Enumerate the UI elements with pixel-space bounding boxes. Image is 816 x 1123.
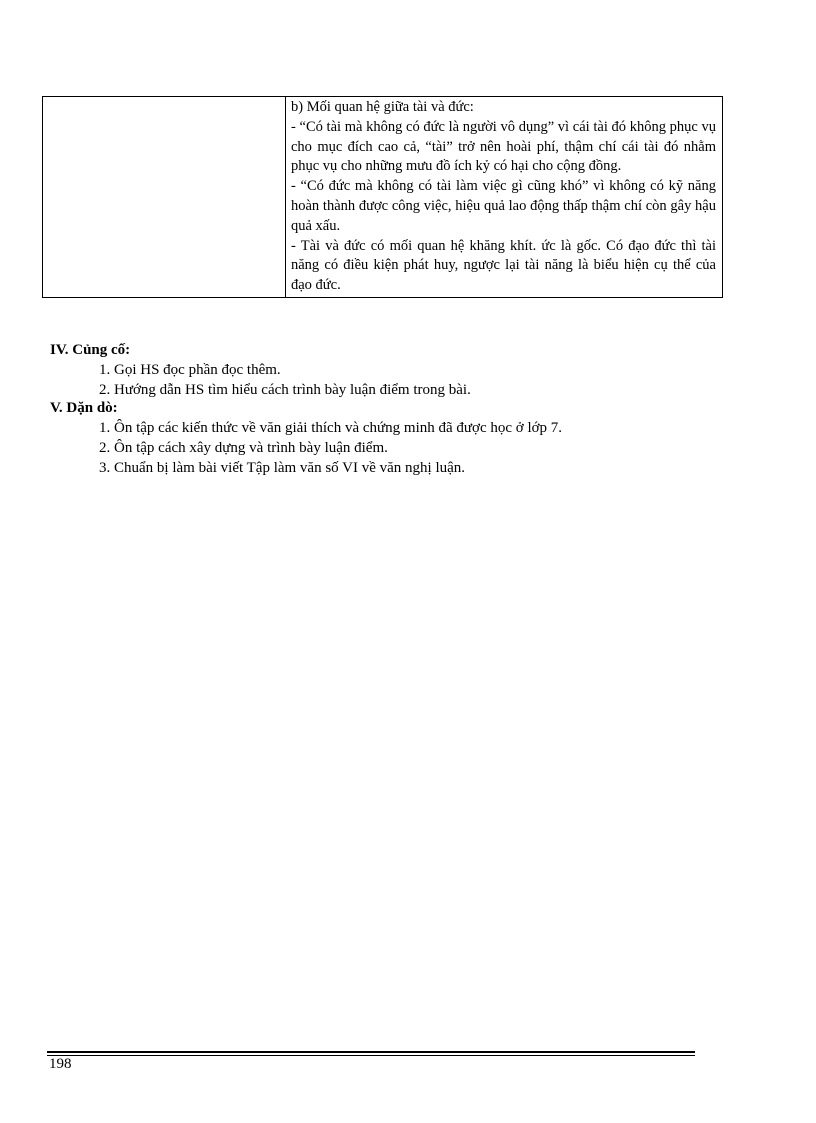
- content-paragraph: - Tài và đức có mối quan hệ khăng khít. ức là gốc. Có đạo đức thì tài năng có điều kiện phát huy, ngược lại tài năng là biểu hiện cụ thể của đạo đức.: [291, 237, 716, 294]
- list-item: 1. Gọi HS đọc phần đọc thêm.: [99, 362, 281, 378]
- section-heading: V. Dặn dò:: [50, 400, 118, 416]
- content-paragraph: - “Có tài mà không có đức là người vô dụng” vì cái tài đó không phục vụ cho mục đích cao cả, “tài” trở nên hoài phí, thậm chí cái tài đó nhằm phục vụ cho những mưu đồ ích kỷ có hại cho cộng đồng.: [291, 118, 716, 175]
- section-list: [50, 360, 471, 400]
- section-cung-co: [50, 340, 471, 400]
- list-item: 2. Ôn tập cách xây dựng và trình bày luận điểm.: [99, 440, 388, 456]
- section-dan-do: [50, 398, 562, 478]
- table-row: [43, 97, 723, 298]
- footer-divider: [47, 1055, 695, 1056]
- content-paragraph: - “Có đức mà không có tài làm việc gì cũng khó” vì không có kỹ năng hoàn thành được công việc, hiệu quả lao động thấp thậm chí còn gây hậu quả xấu.: [291, 178, 716, 234]
- lesson-table: [42, 96, 723, 298]
- section-heading: IV. Củng cố:: [50, 342, 131, 358]
- section-list: [50, 418, 562, 478]
- page-number: 198: [49, 1056, 72, 1072]
- list-item: 3. Chuẩn bị làm bài viết Tập làm văn số VI về văn nghị luận.: [99, 460, 466, 476]
- footer-divider: [47, 1051, 695, 1053]
- table-cell-content: [286, 97, 723, 298]
- list-item: 1. Ôn tập các kiến thức về văn giải thích và chứng minh đã được học ở lớp 7.: [99, 420, 563, 436]
- table-cell-activity: [43, 97, 286, 298]
- list-item: 2. Hướng dẫn HS tìm hiểu cách trình bày luận điểm trong bài.: [99, 382, 471, 398]
- content-heading: b) Mối quan hệ giữa tài và đức:: [291, 99, 474, 115]
